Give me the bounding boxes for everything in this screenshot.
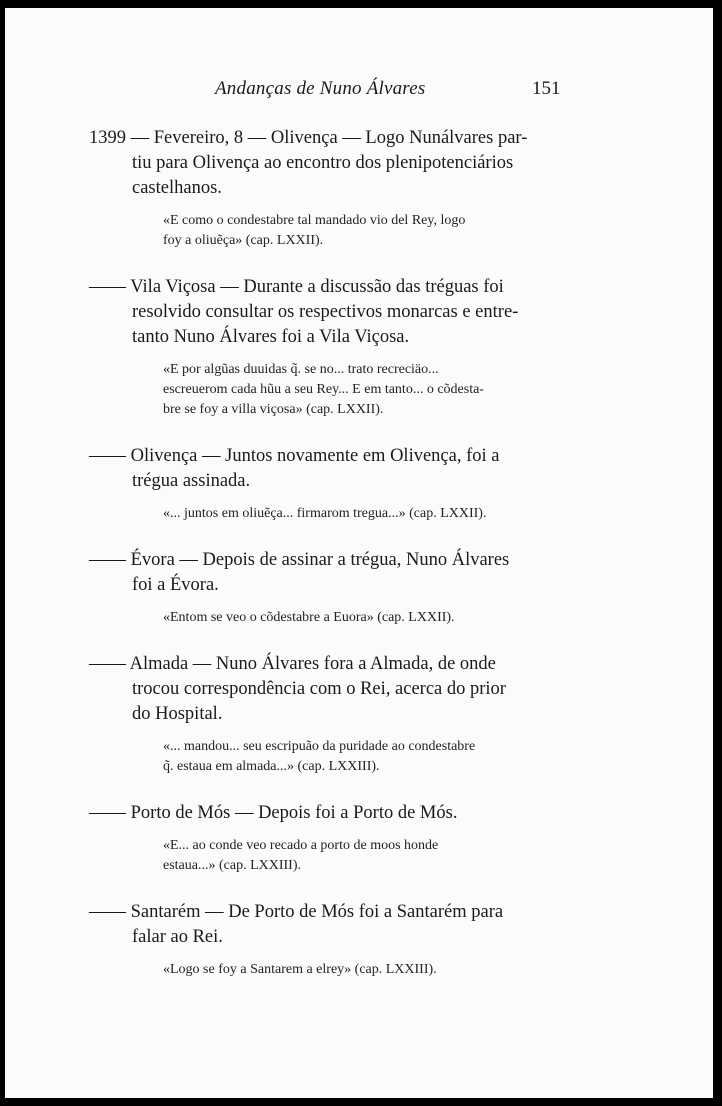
entry-text	[89, 444, 565, 494]
entry-olivenca-2	[89, 444, 565, 524]
entry-text	[89, 126, 565, 201]
entry-porto-de-mos	[89, 801, 565, 876]
quote-line: «... mandou... seu escripuão da puridade ao condestabre	[163, 739, 476, 754]
quote-line: «Entom se veo o cõdestabre a Euora» (cap. LXXII).	[163, 610, 455, 625]
entry-text	[89, 275, 565, 350]
quote-line: «E como o condestabre tal mandado vio del Rey, logo	[163, 213, 466, 228]
entry-quote	[89, 836, 565, 876]
entry-quote	[89, 360, 565, 420]
entry-text	[89, 801, 565, 826]
quote-line: foy a oliuẽça» (cap. LXXII).	[163, 233, 324, 248]
entry-lead: —— Santarém — De Porto de Mós foi a Santarém para	[89, 902, 504, 922]
entry-almada	[89, 652, 565, 777]
entry-continuation: foi a Évora.	[132, 575, 219, 595]
entry-continuation: castelhanos.	[132, 178, 222, 198]
book-page	[5, 8, 713, 1098]
entry-continuation: tiu para Olivença ao encontro dos plenipotenciários	[132, 153, 514, 173]
entry-lead: —— Vila Viçosa — Durante a discussão das tréguas foi	[89, 277, 504, 297]
quote-line: «E por algũas duuidas q̃. se no... trato recreciäo...	[163, 362, 439, 377]
page-number: 151	[532, 78, 561, 99]
quote-line: bre se foy a villa viçosa» (cap. LXXII).	[163, 402, 384, 417]
entry-lead: —— Almada — Nuno Álvares fora a Almada, de onde	[89, 654, 496, 674]
entry-quote	[89, 737, 565, 777]
entry-lead: —— Olivença — Juntos novamente em Olivença, foi a	[89, 446, 500, 466]
entry-continuation: tanto Nuno Álvares foi a Vila Viçosa.	[132, 327, 410, 347]
running-title: Andanças de Nuno Álvares	[215, 78, 426, 99]
entry-quote	[89, 960, 565, 980]
entry-lead: —— Porto de Mós — Depois foi a Porto de Mós.	[89, 803, 458, 823]
entry-continuation: falar ao Rei.	[132, 927, 223, 947]
entry-continuation: trocou correspondência com o Rei, acerca do prior	[132, 679, 506, 699]
quote-line: «... juntos em oliuẽça... firmarom tregua...» (cap. LXXII).	[163, 506, 487, 521]
entry-quote	[89, 504, 565, 524]
quote-line: escreuerom cada hũu a seu Rey... E em tanto... o cõdesta-	[163, 382, 484, 397]
quote-line: estaua...» (cap. LXXIII).	[163, 858, 301, 873]
quote-line: «Logo se foy a Santarem a elrey» (cap. LXXIII).	[163, 962, 437, 977]
entry-vila-vicosa	[89, 275, 565, 420]
entry-text	[89, 652, 565, 727]
entry-continuation: resolvido consultar os respectivos monarcas e entre-	[132, 302, 519, 322]
entry-text	[89, 548, 565, 598]
entry-continuation: trégua assinada.	[132, 471, 251, 491]
entry-lead: 1399 — Fevereiro, 8 — Olivença — Logo Nunálvares par-	[89, 128, 528, 148]
page-body	[89, 126, 565, 980]
entry-text	[89, 900, 565, 950]
entry-continuation: do Hospital.	[132, 704, 223, 724]
entry-olivenca-1	[89, 126, 565, 251]
quote-line: q̃. estaua em almada...» (cap. LXXIII).	[163, 759, 380, 774]
entry-santarem	[89, 900, 565, 980]
entry-quote	[89, 211, 565, 251]
entry-lead: —— Évora — Depois de assinar a trégua, Nuno Álvares	[89, 550, 510, 570]
entry-evora	[89, 548, 565, 628]
entry-quote	[89, 608, 565, 628]
page-header	[5, 78, 713, 108]
quote-line: «E... ao conde veo recado a porto de moos honde	[163, 838, 439, 853]
